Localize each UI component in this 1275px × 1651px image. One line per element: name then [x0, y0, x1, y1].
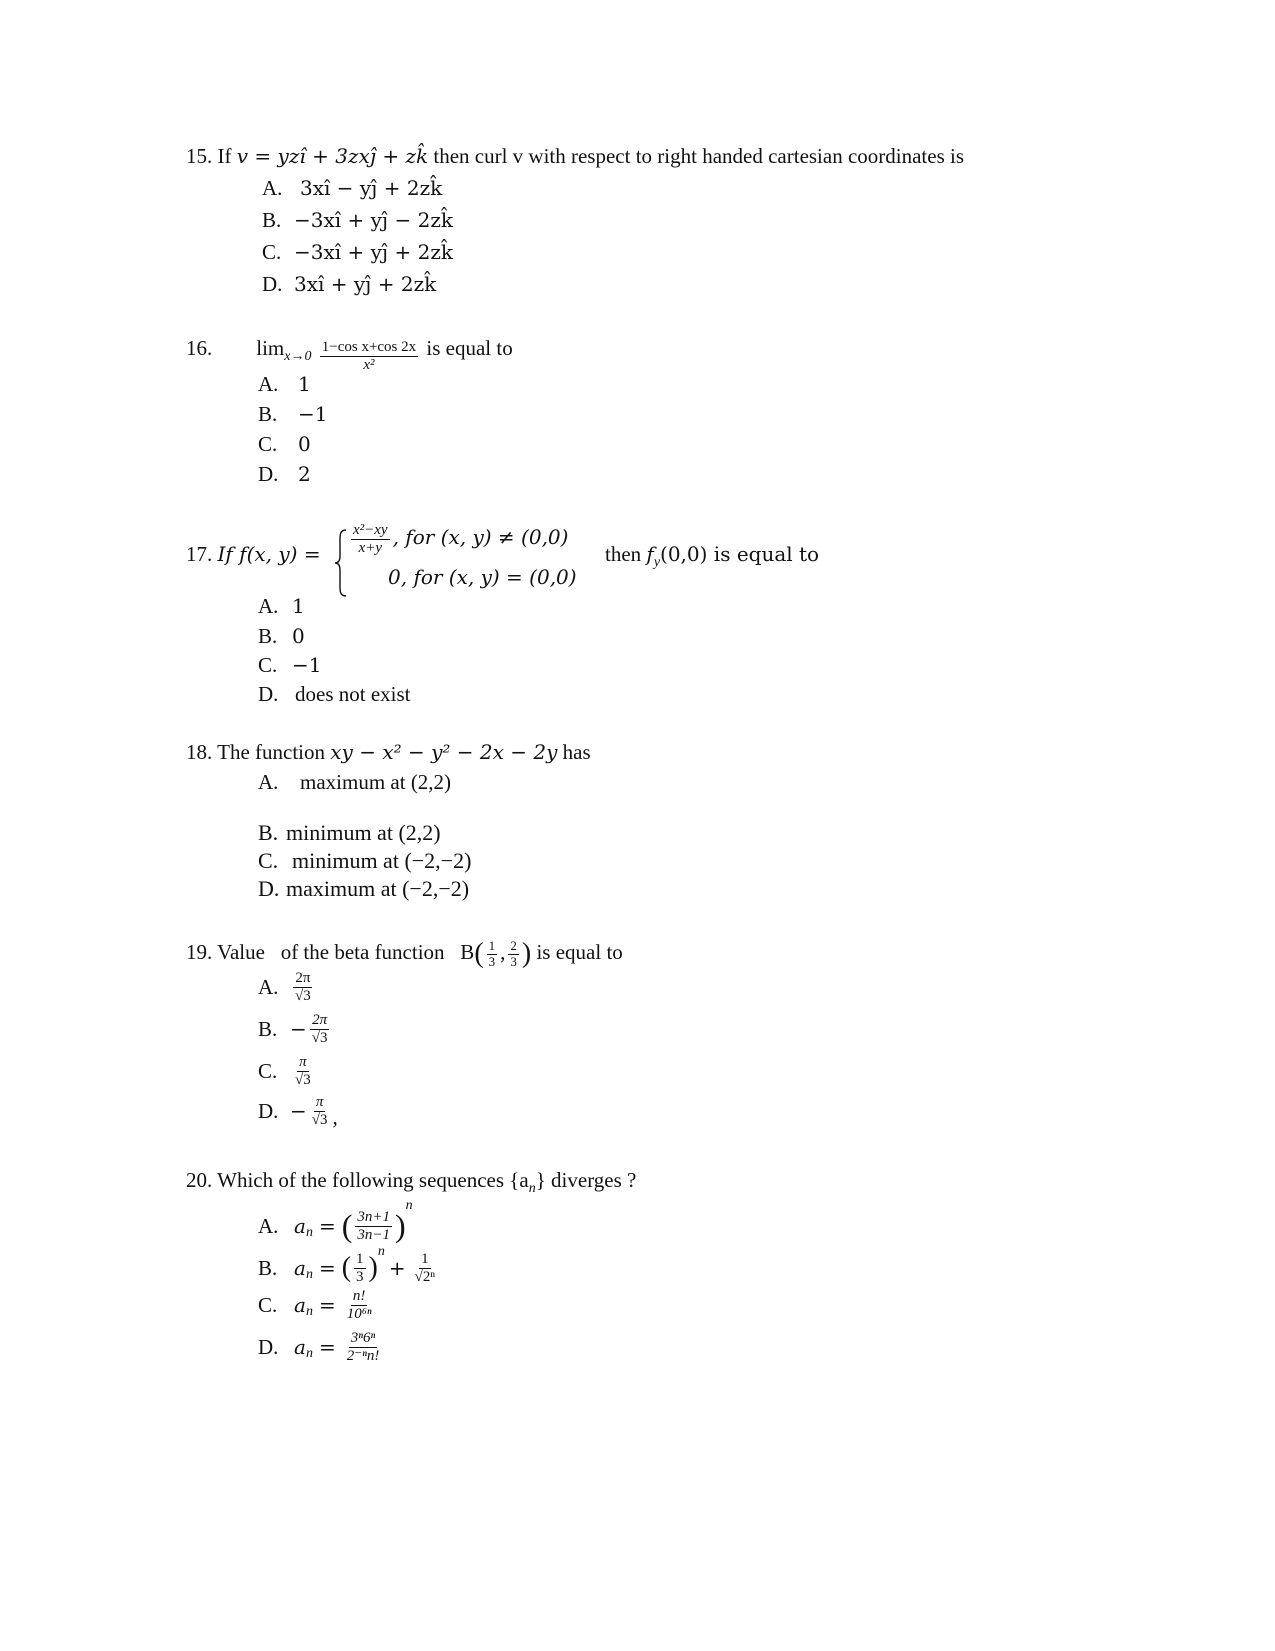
option-15-b[interactable]	[262, 208, 453, 233]
question-text-end: } diverges ?	[535, 1168, 637, 1192]
option-17-a[interactable]	[258, 594, 305, 619]
question-text: is equal to	[426, 336, 513, 360]
option-label: C.	[258, 653, 278, 677]
option-value: −1	[298, 402, 328, 426]
option-denominator: √3	[295, 1071, 311, 1088]
open-paren-icon: (	[341, 1252, 352, 1284]
question-number: 20.	[186, 1168, 213, 1192]
option-15-d[interactable]	[262, 272, 436, 297]
option-sign: −	[290, 1099, 307, 1123]
option-label: B.	[258, 1016, 278, 1041]
option-label: A.	[258, 594, 279, 618]
option-label: C.	[258, 1058, 278, 1083]
equals-sign: =	[318, 1214, 336, 1239]
option-denominator: 3	[356, 1268, 364, 1285]
option-16-b[interactable]	[258, 402, 327, 427]
option-value: maximum at (2,2)	[300, 770, 452, 794]
option-19-b[interactable]	[258, 1012, 333, 1046]
option-value: minimum at (−2,−2)	[292, 848, 472, 873]
option-value: minimum at (2,2)	[286, 820, 441, 845]
option-label: B.	[258, 1255, 278, 1280]
question-19: 19. Value of the beta function B( $\frac{1}{3}$ , $\frac{2}{3}$ ) is equal to	[186, 938, 623, 969]
option-suffix: ,	[332, 1104, 338, 1129]
option-value: 3xî + yĵ + 2zk̂	[294, 272, 437, 296]
limit-operator: lim	[256, 336, 285, 360]
option-label: D.	[262, 272, 283, 296]
option-16-c[interactable]	[258, 432, 311, 457]
sequence-symbol: a	[294, 1256, 306, 1281]
question-subscript: n	[528, 1181, 536, 1196]
question-17	[186, 542, 321, 567]
equals-sign: =	[318, 1293, 336, 1317]
option-18-d[interactable]	[258, 876, 469, 902]
question-number: 19.	[186, 940, 213, 964]
option-fraction	[354, 1251, 366, 1285]
option-value: maximum at (−2,−2)	[286, 876, 470, 901]
option-label: A.	[258, 372, 279, 396]
brace-icon	[334, 528, 348, 598]
option-denominator: √3	[295, 987, 311, 1004]
case1-denominator: x+y	[358, 539, 383, 556]
arg2-numerator: 2	[510, 938, 517, 954]
option-value: 0	[292, 624, 305, 648]
option-19-a[interactable]	[258, 970, 316, 1004]
numerator: 1−cos x+cos 2x	[321, 339, 417, 355]
option-label: A.	[258, 974, 279, 999]
option-label: C.	[258, 848, 279, 873]
option-fraction	[293, 1054, 313, 1088]
plus-sign: +	[388, 1256, 406, 1281]
option-value: 3xî − yĵ + 2zk̂	[300, 176, 443, 200]
piecewise-brace	[334, 528, 348, 598]
option-numerator: π	[299, 1054, 307, 1070]
case1-numerator: x²−xy	[353, 522, 388, 538]
option-20-d[interactable]	[258, 1330, 384, 1364]
close-paren-icon: )	[368, 1252, 378, 1284]
question-text: Which of the following sequences {a	[217, 1168, 529, 1192]
question-text: has	[562, 740, 591, 764]
open-paren-icon: (	[341, 1207, 353, 1244]
question-number: 17.	[186, 542, 213, 566]
option-19-d[interactable]	[258, 1094, 338, 1130]
option-20-c[interactable]	[258, 1288, 377, 1322]
question-15	[186, 144, 964, 169]
beta-arg-2	[508, 939, 519, 969]
arg2-denominator: 3	[510, 953, 517, 969]
option-value: 1	[298, 372, 311, 396]
option-value: 2	[298, 462, 311, 486]
option-value: does not exist	[295, 682, 411, 706]
option-label: D.	[258, 682, 279, 706]
question-17-tail	[605, 542, 819, 571]
question-text: then curl v with respect to right handed cartesian coordinates is	[433, 144, 965, 168]
option-fraction	[355, 1209, 392, 1243]
text-end: (0,0) is equal to	[660, 542, 820, 566]
option-label: D.	[258, 876, 280, 901]
case2-text: 0, for (x, y) = (0,0)	[388, 565, 577, 589]
option-value: −1	[292, 653, 322, 677]
option-17-d[interactable]	[258, 682, 411, 707]
denominator: x²	[363, 356, 375, 373]
option-fraction	[310, 1094, 330, 1128]
question-18	[186, 740, 591, 765]
function-expression: xy − x² − y² − 2x − 2y	[330, 740, 558, 764]
option-value: −3xî + yĵ − 2zk̂	[294, 208, 453, 232]
option-sign: −	[290, 1017, 307, 1041]
close-paren-icon: )	[394, 1207, 406, 1244]
option-label: B.	[262, 208, 282, 232]
option-16-d[interactable]	[258, 462, 311, 487]
option-16-a[interactable]	[258, 372, 311, 397]
option-18-a[interactable]	[258, 770, 451, 795]
option-label: C.	[262, 240, 282, 264]
option-numerator: n!	[352, 1288, 366, 1304]
option-exponent: n	[405, 1198, 413, 1213]
option-label: B.	[258, 402, 278, 426]
option-value: 0	[298, 432, 311, 456]
fy-subscript: y	[653, 555, 661, 570]
option-label: A.	[258, 1213, 279, 1238]
option-fraction	[310, 1012, 330, 1046]
option-label: B.	[258, 820, 279, 845]
limit-subscript: x→0	[284, 349, 312, 364]
piecewise-case-1	[348, 522, 568, 556]
option-value: 1	[292, 594, 305, 618]
case1-condition: , for (x, y) ≠ (0,0)	[392, 524, 569, 549]
option-17-c[interactable]	[258, 653, 321, 678]
option-numerator: 3ⁿ6ⁿ	[350, 1330, 376, 1346]
option-label: C.	[258, 432, 278, 456]
arg1-numerator: 1	[488, 938, 496, 954]
option-15-a[interactable]	[262, 176, 442, 201]
option-fraction-2	[413, 1251, 437, 1285]
option-value: −3xî + yĵ + 2zk̂	[294, 240, 453, 264]
option-numerator: 1	[356, 1251, 364, 1268]
question-intro: If	[217, 144, 232, 168]
question-intro: Value of the beta function B	[217, 940, 475, 964]
option-denominator: 10⁶ⁿ	[346, 1305, 372, 1322]
limit-fraction	[320, 339, 418, 373]
piecewise-case-2	[388, 565, 577, 590]
option-18-c[interactable]	[258, 848, 471, 874]
option-label: D.	[258, 462, 279, 486]
option-numerator-2: 1	[421, 1251, 429, 1268]
equals-sign: =	[318, 1335, 336, 1359]
option-20-b[interactable]	[258, 1244, 440, 1285]
option-exponent: n	[377, 1244, 385, 1259]
option-label: B.	[258, 624, 278, 648]
option-label: D.	[258, 1334, 279, 1359]
option-fraction	[293, 970, 313, 1004]
option-numerator: π	[315, 1094, 324, 1110]
case1-fraction	[351, 522, 390, 556]
arg1-denominator: 3	[488, 953, 496, 969]
option-fraction	[345, 1330, 382, 1364]
option-19-c[interactable]	[258, 1054, 316, 1088]
sequence-subscript: n	[305, 1345, 313, 1361]
vector-expression: v = yzî + 3zxĵ + zk̂	[236, 144, 429, 168]
question-number: 16.	[186, 336, 213, 360]
text-then: then	[605, 542, 642, 566]
equals-sign: =	[318, 1256, 336, 1281]
sequence-symbol: a	[294, 1293, 306, 1317]
question-number: 18.	[186, 740, 213, 764]
close-paren-icon: )	[521, 938, 532, 969]
sequence-subscript: n	[305, 1225, 313, 1240]
option-denominator-2: √2ⁿ	[414, 1268, 436, 1285]
beta-arg-1	[487, 939, 498, 969]
open-paren-icon: (	[474, 938, 484, 969]
option-label: A.	[262, 176, 283, 200]
option-18-b[interactable]	[258, 820, 441, 846]
question-intro: The function	[217, 740, 326, 764]
option-label: C.	[258, 1292, 278, 1317]
sequence-subscript: n	[305, 1267, 313, 1282]
option-denominator: √3	[311, 1111, 328, 1128]
option-15-c[interactable]	[262, 240, 453, 265]
option-numerator: 3n+1	[357, 1209, 390, 1226]
sequence-subscript: n	[305, 1303, 313, 1319]
sequence-symbol: a	[294, 1335, 306, 1359]
option-label: D.	[258, 1098, 279, 1123]
question-20	[186, 1168, 636, 1197]
option-20-a[interactable]	[258, 1198, 413, 1245]
option-17-b[interactable]	[258, 624, 305, 649]
question-text: is equal to	[536, 940, 623, 964]
question-16	[186, 336, 513, 373]
question-number: 15.	[186, 144, 213, 168]
option-label: A.	[258, 770, 279, 794]
option-denominator: 3n−1	[357, 1226, 390, 1243]
option-fraction	[345, 1288, 374, 1322]
option-numerator: 2π	[295, 970, 311, 986]
fy-symbol: f	[646, 542, 654, 566]
function-intro: If f(x, y) =	[217, 542, 321, 566]
option-denominator: 2⁻ⁿn!	[346, 1347, 380, 1364]
sequence-symbol: a	[294, 1214, 306, 1239]
option-denominator: √3	[311, 1029, 328, 1046]
option-numerator: 2π	[312, 1012, 328, 1028]
